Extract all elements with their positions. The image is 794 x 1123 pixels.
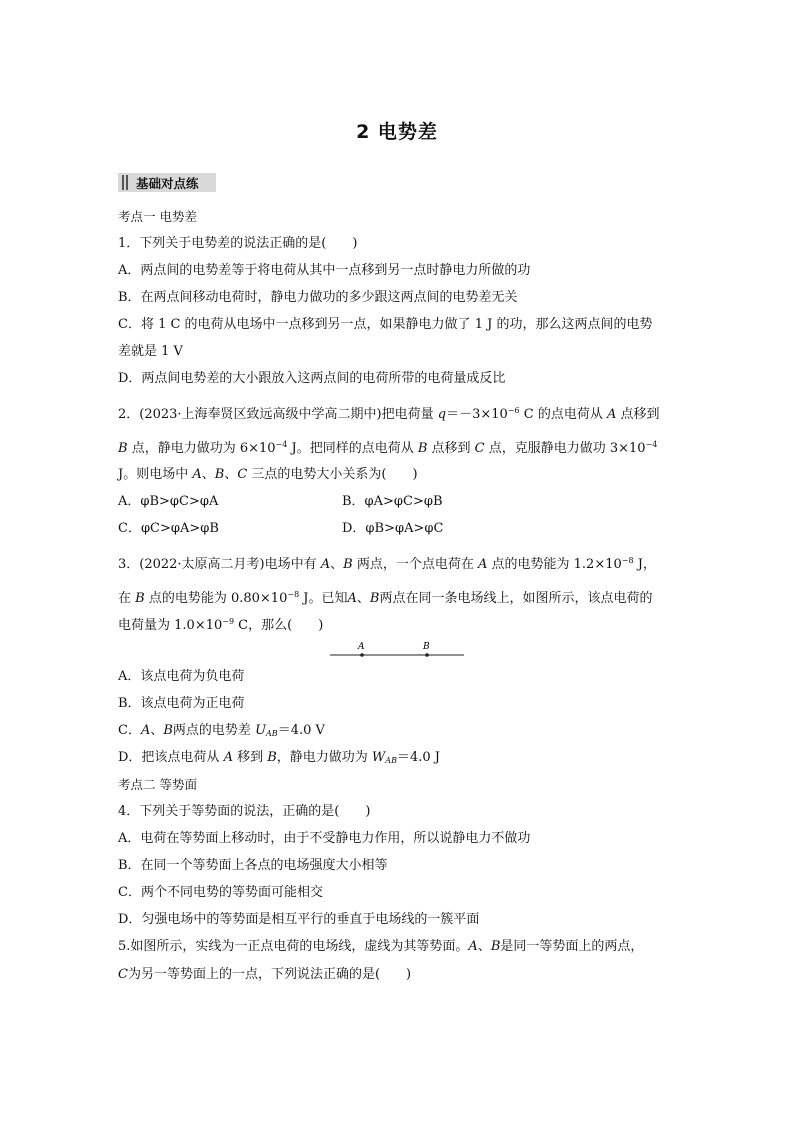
- q1-option-c-cont: 差就是 1 V: [118, 344, 183, 359]
- q4-option-d: D．匀强电场中的等势面是相互平行的垂直于电场线的一簇平面: [118, 912, 480, 927]
- question-3-line-2: 在 B 点的电势能为 $0.80\times 10^{-8}$ J。已知A、B两点在同一条电场线上，如图所示，该点电荷的: [118, 590, 653, 606]
- q1-option-b: B．在两点间移动电荷时，静电力做功的多少跟这两点间的电势差无关: [118, 290, 518, 305]
- page-title: 2 电势差: [356, 121, 438, 143]
- q1-option-c: C．将 1 C 的电荷从电场中一点移到另一点，如果静电力做了 1 J 的功，那么这两点间的电势: [118, 317, 653, 332]
- section-tag-label: 基础对点练: [136, 175, 199, 191]
- point-b-label: B: [423, 642, 430, 652]
- question-5-line-2: C为另一等势面上的一点，下列说法正确的是( ): [118, 967, 412, 982]
- q3-option-d: D．把该点电荷从 A 移到 B，静电力做功为 $W_{AB}=4.0$ J: [118, 750, 440, 765]
- section-tag: [118, 173, 216, 192]
- q4-option-c: C．两个不同电势的等势面可能相交: [118, 885, 323, 900]
- question-2-line-3: J。则电场中 A、B、C 三点的电势大小关系为( ): [118, 467, 418, 482]
- q2-option-c: C．φC>φA>φB: [118, 521, 219, 536]
- question-4-stem: 4．下列关于等势面的说法，正确的是( ): [118, 804, 371, 819]
- topic-heading: 考点一 电势差: [118, 209, 197, 224]
- question-5-line-1: 5.如图所示，实线为一正点电荷的电场线，虚线为其等势面。A、B是同一等势面上的两点，: [118, 939, 644, 954]
- question-3-line-1: 3．(2022·太原高二月考)电场中有 A、B 两点，一个点电荷在 A 点的电势能为 $1.2\times 10^{-8}$ J，: [118, 556, 656, 572]
- question-3-line-3: 电荷量为 $1.0\times 10^{-9}$ C，那么( ): [118, 617, 324, 633]
- field-line-diagram: [328, 640, 468, 664]
- topic-heading: 考点二 等势面: [118, 777, 197, 792]
- tag-bar-icon: [126, 175, 128, 190]
- tag-bar-icon: [122, 175, 124, 190]
- question-2-line-1: 2．(2023·上海奉贤区致远高级中学高二期中)把电荷量 $q=-3\times 10^{-6}$ C 的点电荷从 A 点移到: [118, 406, 660, 422]
- q2-option-b: B．φA>φC>φB: [342, 494, 443, 509]
- point-a-label: A: [358, 642, 365, 652]
- question-1-stem: 1．下列关于电势差的说法正确的是( ): [118, 236, 358, 251]
- q1-option-d: D．两点间电势差的大小跟放入这两点间的电荷所带的电荷量成反比: [118, 371, 506, 386]
- q3-option-b: B．该点电荷为正电荷: [118, 696, 245, 711]
- q3-option-a: A．该点电荷为负电荷: [118, 669, 245, 684]
- q4-option-a: A．电荷在等势面上移动时，由于不受静电力作用，所以说静电力不做功: [118, 831, 531, 846]
- q1-option-a: A．两点间的电势差等于将电荷从其中一点移到另一点时静电力所做的功: [118, 263, 531, 278]
- point-b-dot: [425, 653, 429, 657]
- q2-option-a: A．φB>φC>φA: [118, 494, 219, 509]
- question-2-line-2: B 点，静电力做功为 $6\times 10^{-4}$ J。把同样的点电荷从 B 点移到 C 点，克服静电力做功 $3\times 10^{-4}$: [118, 440, 658, 456]
- q2-option-d: D．φB>φA>φC: [342, 521, 444, 536]
- point-a-dot: [360, 653, 364, 657]
- q4-option-b: B．在同一个等势面上各点的电场强度大小相等: [118, 858, 388, 873]
- q3-option-c: C．A、B两点的电势差 $U_{AB}=4.0$ V: [118, 723, 325, 738]
